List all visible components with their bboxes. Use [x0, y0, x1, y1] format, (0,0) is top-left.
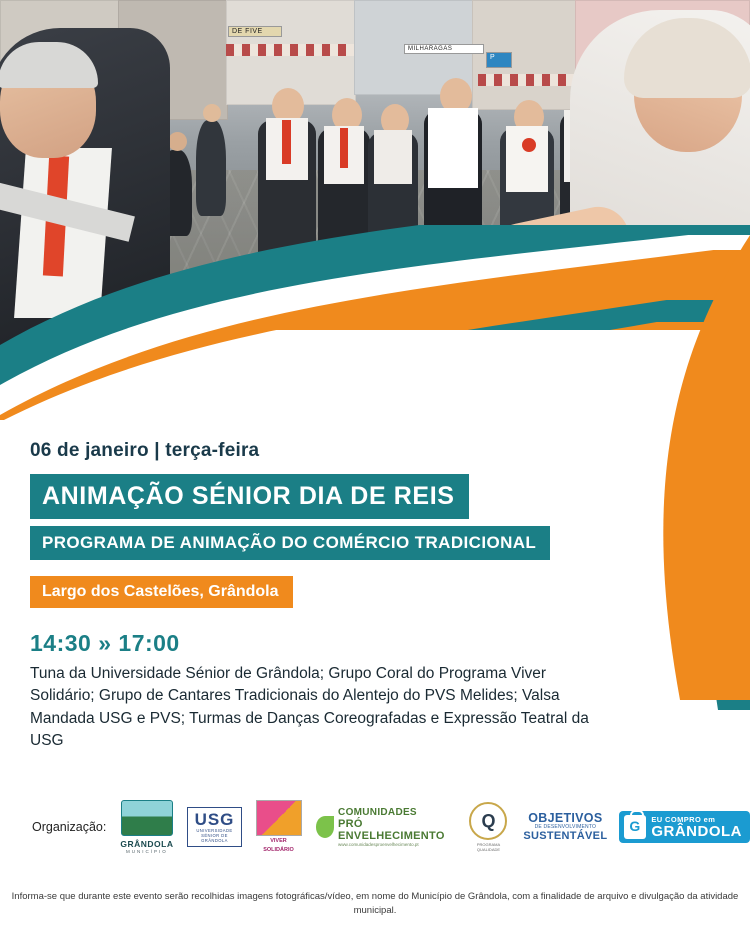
logo-comunidades-line1: COMUNIDADES — [338, 807, 417, 818]
logo-ods-line3: SUSTENTÁVEL — [523, 830, 608, 843]
shop-awning — [226, 44, 354, 56]
logo-grandola-name: GRÂNDOLA — [120, 839, 174, 849]
dancer-flower — [522, 138, 536, 152]
logo-ods-line2: DE DESENVOLVIMENTO — [534, 824, 597, 831]
logo-eu-mark: G — [629, 818, 641, 834]
logo-usg-line1: UNIVERSIDADE — [196, 828, 233, 833]
leaf-icon — [316, 816, 335, 838]
logo-viver-solidario — [256, 800, 302, 853]
logo-usg — [187, 807, 241, 847]
quality-seal-icon: Q — [469, 802, 507, 840]
event-photo — [0, 0, 750, 420]
dancer-tie — [340, 128, 348, 168]
viver-art-icon — [256, 800, 302, 836]
poster-content — [0, 440, 750, 753]
crowd-person — [196, 120, 226, 216]
page-title: ANIMAÇÃO SÉNIOR DIA DE REIS — [30, 474, 469, 519]
logo-grandola-sub: MUNICÍPIO — [126, 849, 168, 854]
logo-qualidade-caption: PROGRAMA QUALIDADE — [476, 842, 501, 852]
logo-usg-line2: SÉNIOR DE — [201, 833, 228, 838]
foreground-woman-hair — [624, 18, 750, 98]
foreground-man-hair — [0, 42, 98, 88]
logo-ods-line1: OBJETIVOS — [528, 810, 603, 825]
shopping-bag-icon — [624, 815, 646, 839]
event-time: 14:30 » 17:00 — [30, 630, 180, 656]
grandola-crest-icon — [121, 800, 173, 836]
shop-sign: DE FIVE — [228, 26, 282, 37]
shop-sign: MILHARAGAS — [404, 44, 484, 54]
logo-qualidade — [466, 802, 512, 852]
logo-grandola — [120, 800, 173, 854]
logo-eu-line2: GRÂNDOLA — [651, 823, 743, 840]
crowd-person-head — [203, 104, 221, 122]
sponsor-logos — [0, 800, 750, 854]
dancer-shirt — [506, 126, 548, 192]
page-subtitle: PROGRAMA DE ANIMAÇÃO DO COMÉRCIO TRADICIONAL — [30, 526, 550, 560]
event-description: Tuna da Universidade Sénior de Grândola; Grupo Coral do Programa Viver Solidário; Grupo de Cantares Tradicionais do Alentejo do PVS Melides; Valsa Mandada USG e PVS; Turmas de Danças Coreografadas e Expressão Teatral da USG — [30, 665, 589, 750]
privacy-footnote: Informa-se que durante este evento serão recolhidas imagens fotográficas/vídeo, em nome do Município de Grândola, com a finalidade de arquivo e divulgação da atividade municipal. — [11, 891, 739, 917]
logo-comunidades-url: www.comunidadesproenvelhecimento.pt — [338, 842, 419, 847]
logo-eu-compro — [619, 811, 750, 843]
logo-usg-abbr: USG — [194, 810, 235, 829]
event-date: 06 de janeiro | terça-feira — [30, 440, 260, 461]
logo-viver-line2: SOLIDÁRIO — [263, 847, 294, 853]
dancer-tie — [282, 120, 291, 164]
logo-eu-line1: EU COMPRO em — [651, 815, 716, 824]
logo-comunidades — [316, 807, 452, 847]
organization-label: Organização: — [32, 820, 107, 834]
dancer-shirt — [374, 130, 412, 184]
logo-usg-line3: GRÂNDOLA — [201, 838, 228, 843]
logo-viver-line1: VIVER — [270, 838, 287, 845]
logo-comunidades-line2: PRÓ ENVELHECIMENTO — [338, 818, 445, 842]
shop-awning — [478, 74, 574, 86]
dancer-shirt — [428, 108, 478, 188]
crowd-person-head — [168, 132, 187, 151]
event-location: Largo dos Castelões, Grândola — [30, 576, 293, 608]
logo-ods — [523, 810, 608, 843]
shop-sign: P — [486, 52, 512, 68]
